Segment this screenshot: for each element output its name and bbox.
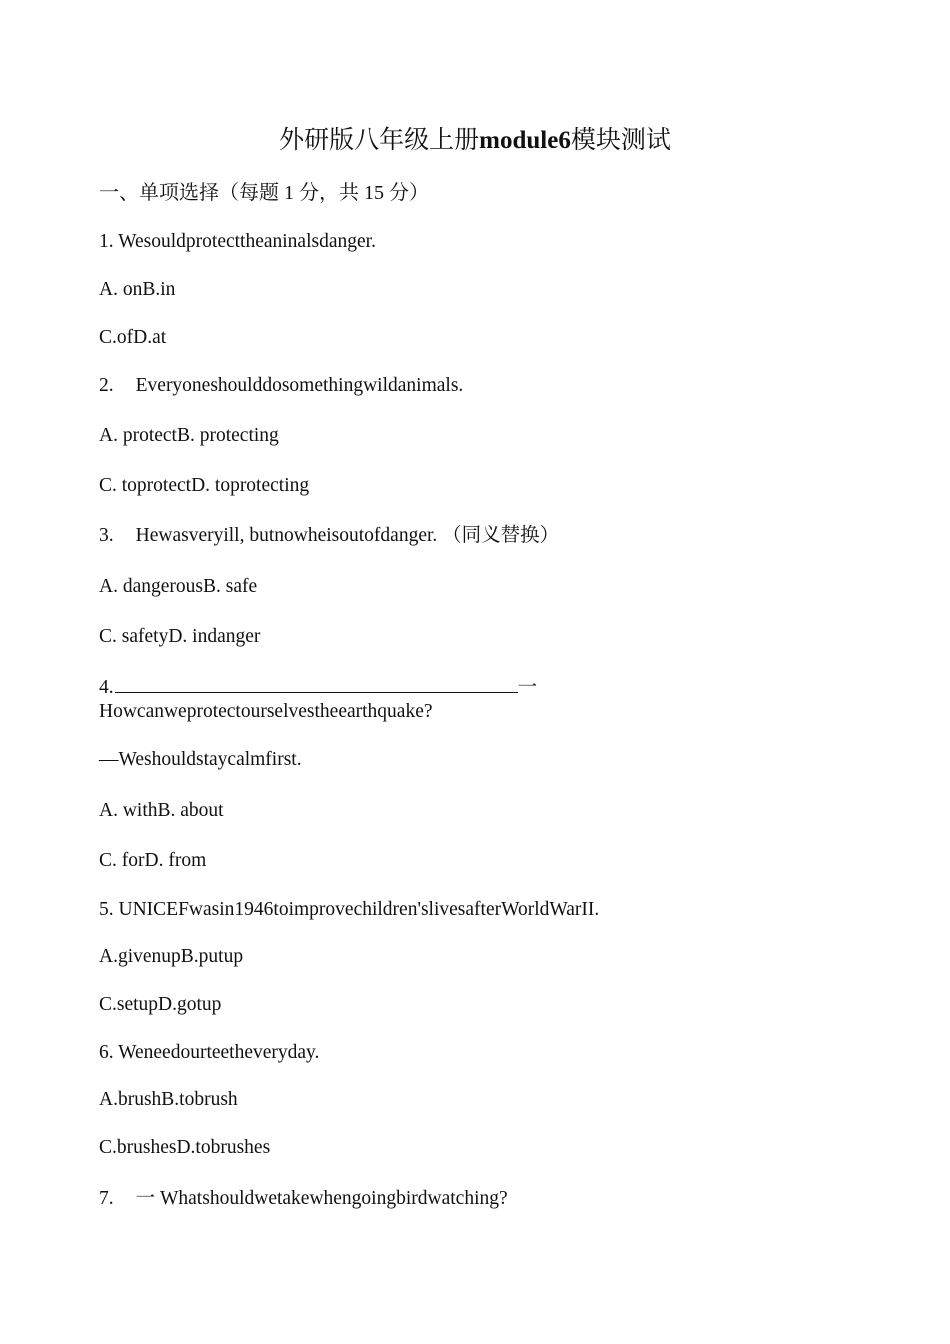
question-4-text: Howcanweprotectourselvestheearthquake? [99, 701, 433, 722]
question-4-options-cd: C. forD. from [99, 850, 207, 871]
question-7-text: 一 Whatshouldwetakewhengoingbirdwatching? [135, 1188, 508, 1209]
question-1-options-cd: C.ofD.at [99, 327, 167, 348]
question-6-options-ab: A.brushB.tobrush [99, 1089, 238, 1110]
question-6: 6. Weneedourteetheveryday. [99, 1042, 320, 1063]
question-2-options-ab: A. protectB. protecting [99, 425, 279, 446]
question-3-options-cd: C. safetyD. indanger [99, 626, 261, 647]
question-5-options-ab: A.givenupB.putup [99, 946, 244, 967]
title-module: module6 [479, 127, 571, 154]
question-3-options-ab: A. dangerousB. safe [99, 576, 258, 597]
question-4-dash: 一 [517, 677, 538, 698]
page-title [0, 124, 950, 158]
question-6-options-cd: C.brushesD.tobrushes [99, 1137, 271, 1158]
title-suffix: 模块测试 [570, 127, 671, 154]
question-5: 5. UNICEFwasin1946toimprovechildren'slivesafterWorldWarII. [99, 899, 600, 920]
question-1: 1. Wesouldprotecttheaninalsdanger. [99, 231, 376, 252]
question-2-options-cd: C. toprotectD. toprotecting [99, 475, 310, 496]
question-5-options-cd: C.setupD.gotup [99, 994, 222, 1015]
question-3-text: Hewasveryill, butnowheisoutofdanger. （同义替换） [135, 525, 560, 546]
question-2-number: 2. [99, 375, 114, 396]
section-heading: 一、单项选择（每题 1 分，共 15 分） [99, 182, 429, 204]
question-3-number: 3. [99, 525, 114, 546]
question-7-number: 7. [99, 1188, 114, 1209]
question-7 [99, 1186, 508, 1212]
question-1-options-ab: A. onB.in [99, 279, 176, 300]
question-4-reply: —Weshouldstaycalmfirst. [99, 749, 302, 770]
question-2 [99, 373, 463, 399]
question-4-options-ab: A. withB. about [99, 800, 224, 821]
question-4 [99, 674, 537, 701]
question-3 [99, 523, 559, 549]
question-4-number: 4. [99, 677, 114, 698]
question-2-text: Everyoneshoulddosomethingwildanimals. [135, 375, 464, 396]
answer-blank [115, 674, 518, 693]
title-prefix: 外研版八年级上册 [279, 127, 480, 154]
